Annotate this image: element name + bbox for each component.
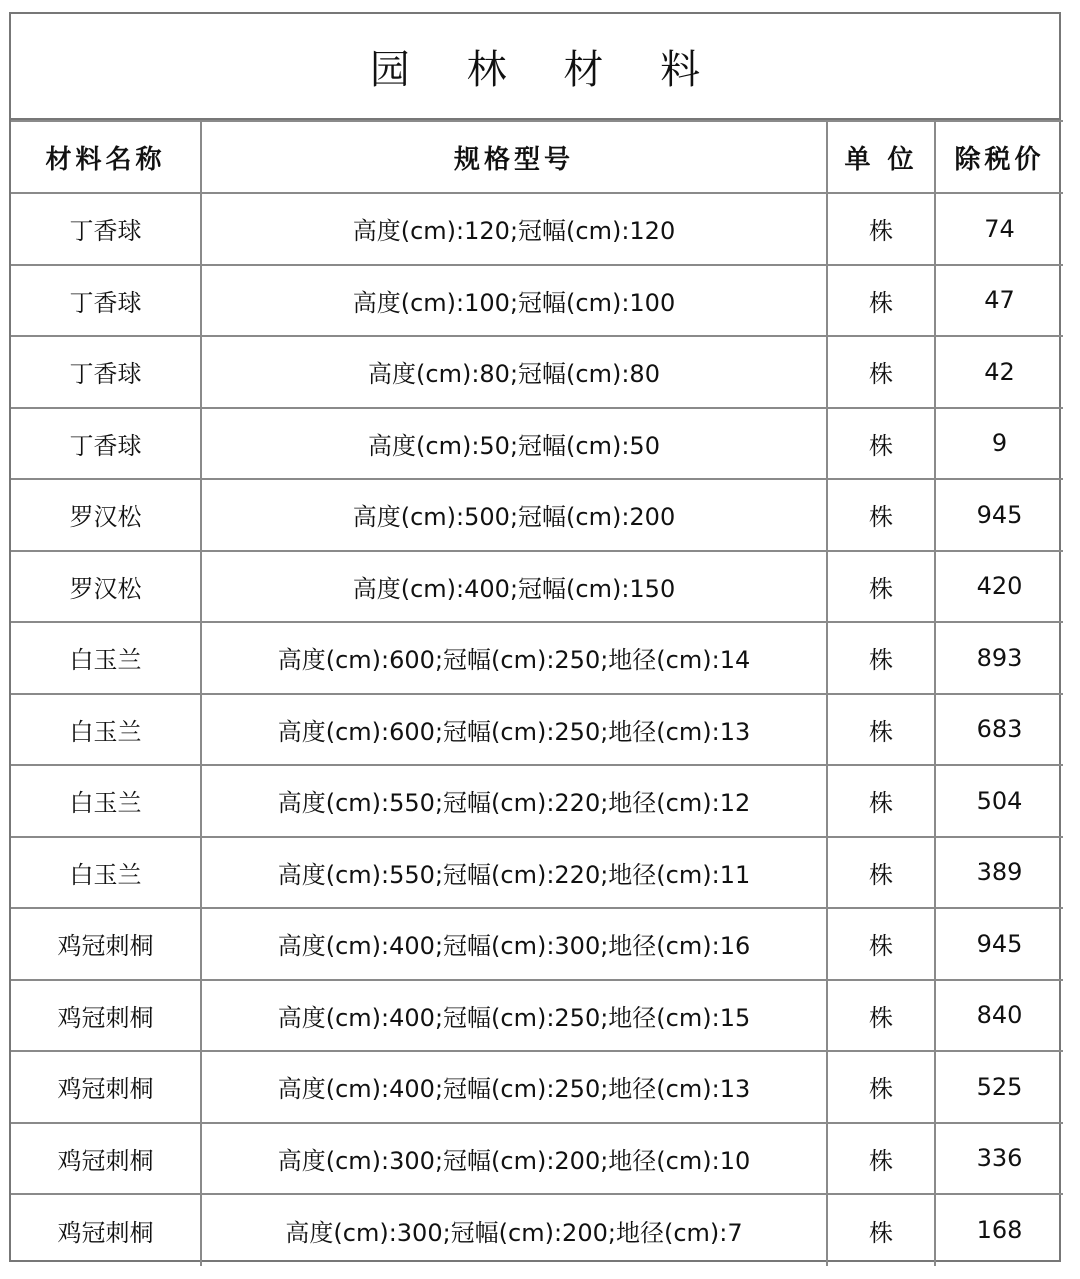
cell-price: 420 xyxy=(935,551,1063,623)
cell-material-name: 鸡冠刺桐 xyxy=(11,908,201,980)
cell-price: 504 xyxy=(935,765,1063,837)
cell-material-name: 丁香球 xyxy=(11,336,201,408)
cell-price: 74 xyxy=(935,193,1063,265)
cell-price: 683 xyxy=(935,694,1063,766)
cell-unit: 株 xyxy=(827,765,935,837)
cell-spec-model: 高度(cm):600;冠幅(cm):250;地径(cm):14 xyxy=(201,622,827,694)
table-row xyxy=(11,193,1063,265)
materials-table xyxy=(11,120,1063,1266)
cell-spec-model: 高度(cm):100;冠幅(cm):100 xyxy=(201,265,827,337)
header-material-name: 材料名称 xyxy=(11,121,201,193)
cell-price: 336 xyxy=(935,1123,1063,1195)
cell-price: 893 xyxy=(935,622,1063,694)
cell-material-name: 丁香球 xyxy=(11,265,201,337)
cell-spec-model: 高度(cm):600;冠幅(cm):250;地径(cm):13 xyxy=(201,694,827,766)
cell-unit: 株 xyxy=(827,551,935,623)
materials-table-frame xyxy=(9,12,1061,1262)
cell-spec-model: 高度(cm):400;冠幅(cm):250;地径(cm):15 xyxy=(201,980,827,1052)
table-row xyxy=(11,408,1063,480)
cell-material-name: 丁香球 xyxy=(11,408,201,480)
cell-price: 168 xyxy=(935,1194,1063,1266)
cell-unit: 株 xyxy=(827,1194,935,1266)
cell-material-name: 白玉兰 xyxy=(11,694,201,766)
cell-material-name: 鸡冠刺桐 xyxy=(11,1194,201,1266)
cell-unit: 株 xyxy=(827,265,935,337)
cell-material-name: 鸡冠刺桐 xyxy=(11,980,201,1052)
cell-spec-model: 高度(cm):550;冠幅(cm):220;地径(cm):12 xyxy=(201,765,827,837)
cell-price: 945 xyxy=(935,908,1063,980)
table-row xyxy=(11,694,1063,766)
table-row xyxy=(11,1123,1063,1195)
cell-material-name: 白玉兰 xyxy=(11,765,201,837)
cell-price: 389 xyxy=(935,837,1063,909)
cell-spec-model: 高度(cm):120;冠幅(cm):120 xyxy=(201,193,827,265)
table-row xyxy=(11,622,1063,694)
cell-material-name: 罗汉松 xyxy=(11,479,201,551)
cell-unit: 株 xyxy=(827,1051,935,1123)
table-row xyxy=(11,265,1063,337)
cell-material-name: 罗汉松 xyxy=(11,551,201,623)
cell-price: 42 xyxy=(935,336,1063,408)
cell-material-name: 鸡冠刺桐 xyxy=(11,1051,201,1123)
cell-material-name: 鸡冠刺桐 xyxy=(11,1123,201,1195)
table-row xyxy=(11,1194,1063,1266)
cell-spec-model: 高度(cm):400;冠幅(cm):250;地径(cm):13 xyxy=(201,1051,827,1123)
header-row xyxy=(11,121,1063,193)
table-row xyxy=(11,551,1063,623)
table-row xyxy=(11,336,1063,408)
cell-material-name: 白玉兰 xyxy=(11,622,201,694)
table-row xyxy=(11,980,1063,1052)
cell-spec-model: 高度(cm):80;冠幅(cm):80 xyxy=(201,336,827,408)
header-spec-model: 规格型号 xyxy=(201,121,827,193)
header-unit: 单 位 xyxy=(827,121,935,193)
cell-unit: 株 xyxy=(827,837,935,909)
cell-price: 9 xyxy=(935,408,1063,480)
cell-material-name: 白玉兰 xyxy=(11,837,201,909)
cell-spec-model: 高度(cm):300;冠幅(cm):200;地径(cm):10 xyxy=(201,1123,827,1195)
table-row xyxy=(11,837,1063,909)
cell-unit: 株 xyxy=(827,479,935,551)
table-row xyxy=(11,479,1063,551)
cell-price: 945 xyxy=(935,479,1063,551)
cell-spec-model: 高度(cm):500;冠幅(cm):200 xyxy=(201,479,827,551)
cell-unit: 株 xyxy=(827,908,935,980)
cell-price: 47 xyxy=(935,265,1063,337)
cell-unit: 株 xyxy=(827,622,935,694)
header-price-excl-tax: 除税价 xyxy=(935,121,1063,193)
table-row xyxy=(11,1051,1063,1123)
cell-spec-model: 高度(cm):550;冠幅(cm):220;地径(cm):11 xyxy=(201,837,827,909)
cell-unit: 株 xyxy=(827,980,935,1052)
cell-spec-model: 高度(cm):50;冠幅(cm):50 xyxy=(201,408,827,480)
table-row xyxy=(11,765,1063,837)
cell-unit: 株 xyxy=(827,694,935,766)
cell-price: 525 xyxy=(935,1051,1063,1123)
cell-spec-model: 高度(cm):400;冠幅(cm):300;地径(cm):16 xyxy=(201,908,827,980)
table-row xyxy=(11,908,1063,980)
cell-spec-model: 高度(cm):400;冠幅(cm):150 xyxy=(201,551,827,623)
table-title: 园 林 材 料 xyxy=(11,14,1059,120)
cell-spec-model: 高度(cm):300;冠幅(cm):200;地径(cm):7 xyxy=(201,1194,827,1266)
cell-unit: 株 xyxy=(827,408,935,480)
cell-price: 840 xyxy=(935,980,1063,1052)
cell-unit: 株 xyxy=(827,336,935,408)
cell-unit: 株 xyxy=(827,193,935,265)
cell-material-name: 丁香球 xyxy=(11,193,201,265)
table-body xyxy=(11,193,1063,1266)
cell-unit: 株 xyxy=(827,1123,935,1195)
